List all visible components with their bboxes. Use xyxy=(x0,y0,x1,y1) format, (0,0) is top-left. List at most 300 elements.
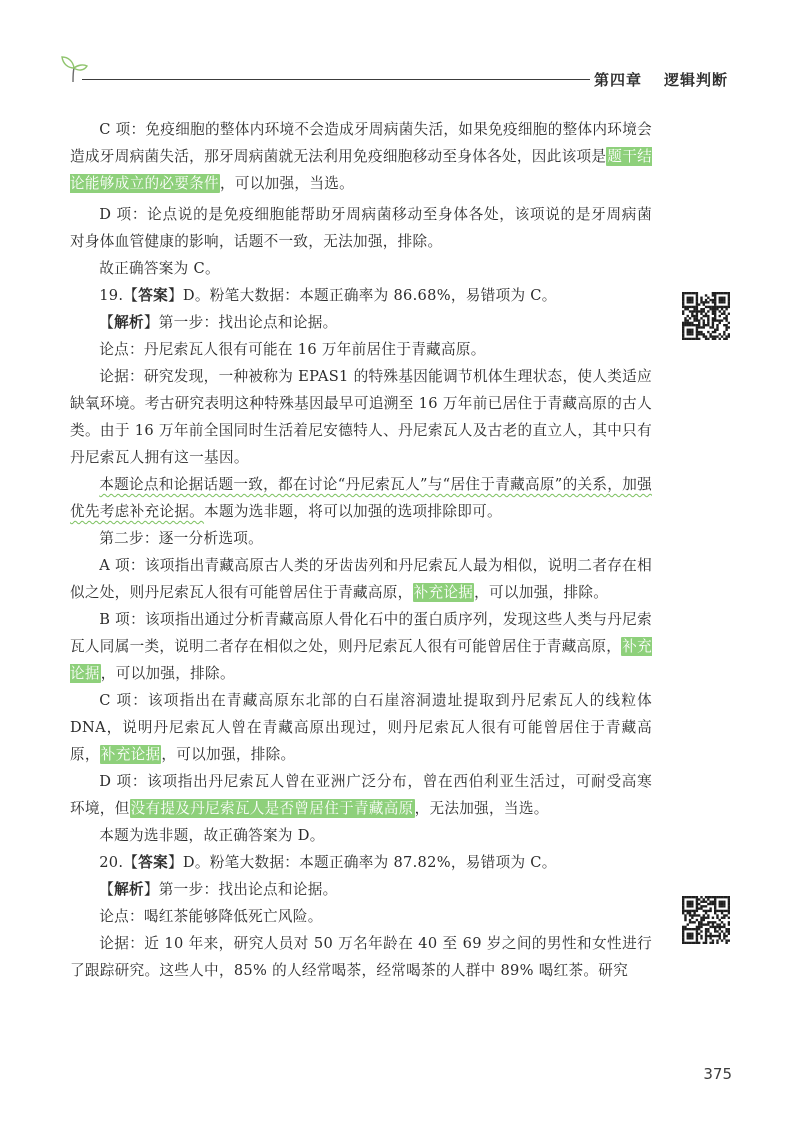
qr-module xyxy=(725,315,727,317)
qr-module xyxy=(696,301,698,303)
qr-module xyxy=(714,335,716,337)
qr-module xyxy=(696,901,698,903)
qr-module xyxy=(725,317,727,319)
question-19-option-b: B 项：该项指出通过分析青藏高原人骨化石中的蛋白质序列，发现这些人类与丹尼索瓦人同属一类，说明二者存在相似之处，则丹尼索瓦人很有可能曾居住于青藏高原，补充论据，可以加强，排除。 xyxy=(70,611,652,682)
qr-module xyxy=(700,905,702,907)
qr-module xyxy=(698,324,700,326)
qr-module xyxy=(689,322,691,324)
qr-module xyxy=(714,306,716,308)
qr-module xyxy=(698,942,700,944)
qr-module xyxy=(725,292,727,294)
qr-module xyxy=(696,319,698,321)
qr-module xyxy=(696,324,698,326)
qr-module xyxy=(721,335,723,337)
qr-module xyxy=(719,905,721,907)
qr-module xyxy=(687,331,689,333)
chapter-section: 逻辑判断 xyxy=(663,71,728,89)
qr-module xyxy=(707,896,709,898)
qr-module xyxy=(719,901,721,903)
qr-module xyxy=(693,306,695,308)
qr-module xyxy=(728,322,730,324)
qr-module xyxy=(703,315,705,317)
question-19-answer: 19.【答案】D。粉笔大数据：本题正确率为 86.68%，易错项为 C。 xyxy=(99,287,557,304)
qr-module xyxy=(721,910,723,912)
qr-module xyxy=(721,926,723,928)
qr-module xyxy=(714,338,716,340)
qr-module xyxy=(689,292,691,294)
qr-module xyxy=(693,921,695,923)
qr-module xyxy=(709,901,711,903)
highlight: 补充论据 xyxy=(413,584,474,601)
qr-module xyxy=(696,905,698,907)
qr-module xyxy=(709,335,711,337)
qr-module xyxy=(700,331,702,333)
qr-module xyxy=(691,315,693,317)
qr-module xyxy=(700,301,702,303)
qr-module xyxy=(682,903,684,905)
qr-module xyxy=(719,923,721,925)
qr-module xyxy=(725,910,727,912)
qr-module xyxy=(691,935,693,937)
qr-module xyxy=(714,301,716,303)
qr-module xyxy=(719,315,721,317)
qr-module xyxy=(728,907,730,909)
header-divider xyxy=(82,79,590,80)
qr-module xyxy=(693,912,695,914)
qr-module xyxy=(705,912,707,914)
qr-module xyxy=(689,297,691,299)
qr-module xyxy=(691,910,693,912)
question-19-summary: 本题论点和论据话题一致，都在讨论“丹尼索瓦人”与“居住于青藏高原”的关系，加强优先考虑补充论据。本题为选非题，将可以加强的选项排除即可。 xyxy=(70,476,652,520)
qr-module xyxy=(689,914,691,916)
qr-module xyxy=(698,331,700,333)
qr-module xyxy=(696,930,698,932)
qr-code-icon[interactable] xyxy=(682,292,730,340)
qr-module xyxy=(687,338,689,340)
chapter-title xyxy=(594,68,728,92)
qr-module xyxy=(684,896,686,898)
qr-module xyxy=(707,935,709,937)
qr-module xyxy=(689,338,691,340)
qr-module xyxy=(725,930,727,932)
qr-module xyxy=(689,903,691,905)
qr-module xyxy=(705,901,707,903)
qr-module xyxy=(696,313,698,315)
qr-module xyxy=(714,896,716,898)
qr-module xyxy=(682,294,684,296)
qr-module xyxy=(719,310,721,312)
qr-module xyxy=(684,942,686,944)
qr-module xyxy=(687,315,689,317)
qr-module xyxy=(696,898,698,900)
qr-module xyxy=(728,326,730,328)
qr-module xyxy=(689,942,691,944)
qr-module xyxy=(725,319,727,321)
qr-module xyxy=(687,901,689,903)
qr-module xyxy=(693,317,695,319)
qr-module xyxy=(696,942,698,944)
qr-module xyxy=(721,917,723,919)
qr-module xyxy=(707,301,709,303)
qr-module xyxy=(687,306,689,308)
qr-module xyxy=(684,308,686,310)
qr-module xyxy=(687,912,689,914)
qr-module xyxy=(684,338,686,340)
qr-module xyxy=(707,923,709,925)
qr-module xyxy=(682,896,684,898)
qr-module xyxy=(728,898,730,900)
qr-module xyxy=(725,939,727,941)
qr-module xyxy=(719,933,721,935)
qr-module xyxy=(714,921,716,923)
qr-module xyxy=(707,317,709,319)
qr-module xyxy=(684,910,686,912)
qr-module xyxy=(682,910,684,912)
qr-module xyxy=(687,896,689,898)
qr-module xyxy=(684,928,686,930)
qr-module xyxy=(687,937,689,939)
qr-module xyxy=(703,324,705,326)
qr-module xyxy=(714,910,716,912)
qr-module xyxy=(691,292,693,294)
qr-module xyxy=(721,901,723,903)
qr-module xyxy=(719,333,721,335)
qr-module xyxy=(714,912,716,914)
qr-module xyxy=(691,914,693,916)
qr-module xyxy=(682,306,684,308)
qr-module xyxy=(707,315,709,317)
qr-module xyxy=(725,329,727,331)
qr-module xyxy=(723,299,725,301)
qr-module xyxy=(709,921,711,923)
qr-module xyxy=(689,329,691,331)
qr-module xyxy=(689,331,691,333)
qr-module xyxy=(723,313,725,315)
qr-module xyxy=(728,335,730,337)
qr-module xyxy=(716,917,718,919)
qr-module xyxy=(714,930,716,932)
qr-module xyxy=(682,303,684,305)
qr-module xyxy=(714,294,716,296)
question-19-claim: 论点：丹尼索瓦人很有可能在 16 万年前居住于青藏高原。 xyxy=(99,341,486,358)
qr-module xyxy=(705,917,707,919)
qr-module xyxy=(700,299,702,301)
qr-module xyxy=(696,306,698,308)
qr-module xyxy=(691,928,693,930)
qr-module xyxy=(691,937,693,939)
qr-module xyxy=(696,338,698,340)
qr-module xyxy=(696,299,698,301)
qr-module xyxy=(691,297,693,299)
qr-module xyxy=(703,898,705,900)
qr-module xyxy=(707,903,709,905)
qr-module xyxy=(696,935,698,937)
qr-module xyxy=(725,308,727,310)
qr-module xyxy=(696,335,698,337)
qr-module xyxy=(714,297,716,299)
qr-module xyxy=(707,297,709,299)
qr-module xyxy=(714,901,716,903)
qr-module xyxy=(719,919,721,921)
qr-module xyxy=(698,898,700,900)
qr-module xyxy=(725,335,727,337)
qr-module xyxy=(700,326,702,328)
qr-module xyxy=(705,313,707,315)
qr-module xyxy=(712,294,714,296)
qr-module xyxy=(721,903,723,905)
qr-module xyxy=(705,928,707,930)
qr-module xyxy=(712,921,714,923)
chapter-number: 第四章 xyxy=(593,71,642,89)
qr-module xyxy=(728,301,730,303)
qr-module xyxy=(682,310,684,312)
qr-module xyxy=(691,917,693,919)
qr-module xyxy=(705,942,707,944)
qr-module xyxy=(689,324,691,326)
qr-module xyxy=(707,928,709,930)
qr-module xyxy=(723,301,725,303)
qr-module xyxy=(709,326,711,328)
qr-module xyxy=(714,319,716,321)
question-19-option-c: C 项：该项指出在青藏高原东北部的白石崖溶洞遗址提取到丹尼索瓦人的线粒体 DNA，说明丹尼索瓦人曾在青藏高原出现过，则丹尼索瓦人很有可能曾居住于青藏高原，补充论据，可以加强，排除。 xyxy=(70,692,652,763)
question-20-answer: 20.【答案】D。粉笔大数据：本题正确率为 87.82%，易错项为 C。 xyxy=(99,854,557,871)
qr-module xyxy=(693,315,695,317)
qr-module xyxy=(682,942,684,944)
qr-module xyxy=(700,917,702,919)
qr-module xyxy=(714,317,716,319)
qr-module xyxy=(723,923,725,925)
qr-module xyxy=(703,333,705,335)
qr-module xyxy=(716,329,718,331)
qr-module xyxy=(716,930,718,932)
qr-module xyxy=(703,905,705,907)
qr-module xyxy=(700,308,702,310)
qr-module xyxy=(696,937,698,939)
qr-module xyxy=(682,313,684,315)
qr-module xyxy=(709,907,711,909)
qr-module xyxy=(687,942,689,944)
qr-module xyxy=(707,310,709,312)
qr-module xyxy=(712,331,714,333)
qr-module xyxy=(705,905,707,907)
question-20-claim: 论点：喝红茶能够降低死亡风险。 xyxy=(99,908,323,925)
qr-module xyxy=(707,322,709,324)
qr-module xyxy=(693,292,695,294)
qr-module xyxy=(698,907,700,909)
qr-module xyxy=(705,935,707,937)
qr-module xyxy=(721,896,723,898)
qr-module xyxy=(723,338,725,340)
qr-module xyxy=(728,928,730,930)
qr-module xyxy=(721,319,723,321)
qr-module xyxy=(712,324,714,326)
qr-module xyxy=(696,292,698,294)
qr-module xyxy=(700,926,702,928)
qr-module xyxy=(689,933,691,935)
qr-module xyxy=(700,921,702,923)
qr-module xyxy=(691,331,693,333)
qr-module xyxy=(714,310,716,312)
qr-module xyxy=(682,292,684,294)
qr-module xyxy=(696,329,698,331)
qr-module xyxy=(716,306,718,308)
highlight: 补充论据 xyxy=(70,638,652,682)
question-19-option-a: A 项：该项指出青藏高原古人类的牙齿齿列和丹尼索瓦人最为相似，说明二者存在相似之处，则丹尼索瓦人很有可能曾居住于青藏高原，补充论据，可以加强，排除。 xyxy=(70,557,652,601)
qr-module xyxy=(721,921,723,923)
qr-module xyxy=(716,292,718,294)
qr-module xyxy=(714,331,716,333)
qr-module xyxy=(687,923,689,925)
qr-module xyxy=(691,901,693,903)
qr-module xyxy=(714,905,716,907)
qr-module xyxy=(687,299,689,301)
qr-module xyxy=(696,303,698,305)
qr-module xyxy=(725,896,727,898)
qr-module xyxy=(723,905,725,907)
qr-module xyxy=(682,329,684,331)
qr-code-icon[interactable] xyxy=(682,896,730,944)
qr-module xyxy=(709,308,711,310)
qr-module xyxy=(712,942,714,944)
qr-module xyxy=(700,313,702,315)
qr-module xyxy=(700,333,702,335)
qr-module xyxy=(700,297,702,299)
qr-module xyxy=(684,292,686,294)
qr-module xyxy=(705,923,707,925)
qr-module xyxy=(712,901,714,903)
qr-module xyxy=(703,901,705,903)
qr-module xyxy=(725,942,727,944)
qr-module xyxy=(716,910,718,912)
qr-module xyxy=(716,335,718,337)
qr-module xyxy=(682,338,684,340)
qr-module xyxy=(712,299,714,301)
qr-module xyxy=(687,297,689,299)
qr-module xyxy=(712,292,714,294)
qr-module xyxy=(712,923,714,925)
qr-module xyxy=(696,907,698,909)
qr-module xyxy=(682,901,684,903)
qr-module xyxy=(709,903,711,905)
qr-module xyxy=(712,926,714,928)
qr-module xyxy=(696,297,698,299)
qr-module xyxy=(709,942,711,944)
qr-module xyxy=(707,338,709,340)
qr-module xyxy=(696,914,698,916)
qr-module xyxy=(703,910,705,912)
qr-module xyxy=(728,921,730,923)
qr-module xyxy=(716,914,718,916)
qr-module xyxy=(725,928,727,930)
qr-module xyxy=(698,933,700,935)
qr-module xyxy=(693,310,695,312)
qr-module xyxy=(689,301,691,303)
qr-module xyxy=(689,928,691,930)
qr-module xyxy=(705,306,707,308)
qr-module xyxy=(698,926,700,928)
qr-module xyxy=(698,928,700,930)
qr-module xyxy=(728,905,730,907)
qr-module xyxy=(691,306,693,308)
qr-module xyxy=(712,308,714,310)
qr-module xyxy=(716,324,718,326)
qr-module xyxy=(684,919,686,921)
qr-module xyxy=(712,896,714,898)
qr-module xyxy=(728,923,730,925)
qr-module xyxy=(712,313,714,315)
qr-module xyxy=(687,301,689,303)
qr-module xyxy=(698,923,700,925)
qr-module xyxy=(705,301,707,303)
qr-module xyxy=(682,335,684,337)
qr-module xyxy=(691,301,693,303)
qr-module xyxy=(696,933,698,935)
qr-module xyxy=(707,930,709,932)
qr-module xyxy=(707,319,709,321)
qr-module xyxy=(687,333,689,335)
qr-module xyxy=(700,901,702,903)
qr-module xyxy=(719,935,721,937)
qr-module xyxy=(712,301,714,303)
qr-module xyxy=(728,912,730,914)
qr-module xyxy=(689,306,691,308)
qr-module xyxy=(728,292,730,294)
qr-module xyxy=(728,896,730,898)
qr-module xyxy=(719,301,721,303)
qr-module xyxy=(684,914,686,916)
qr-module xyxy=(728,306,730,308)
question-19-option-d: D 项：该项指出丹尼索瓦人曾在亚洲广泛分布，曾在西伯利亚生活过，可耐受高寒环境，但没有提及丹尼索瓦人是否曾居住于青藏高原，无法加强，当选。 xyxy=(70,773,652,817)
qr-module xyxy=(709,299,711,301)
qr-module xyxy=(682,937,684,939)
qr-module xyxy=(696,333,698,335)
qr-module xyxy=(696,310,698,312)
qr-module xyxy=(714,299,716,301)
qr-module xyxy=(707,917,709,919)
qr-module xyxy=(705,299,707,301)
qr-module xyxy=(716,935,718,937)
qr-module xyxy=(723,937,725,939)
qr-module xyxy=(723,310,725,312)
qr-module xyxy=(719,903,721,905)
qr-module xyxy=(700,937,702,939)
paragraph-option-c-q18: C 项：免疫细胞的整体内环境不会造成牙周病菌失活，如果免疫细胞的整体内环境会造成牙周病菌失活，那牙周病菌就无法利用免疫细胞移动至身体各处，因此该项是题干结论能够成立的必要条件，可以加强，当选。 xyxy=(70,121,652,192)
qr-module xyxy=(687,935,689,937)
qr-module xyxy=(703,919,705,921)
qr-module xyxy=(682,333,684,335)
qr-module xyxy=(716,939,718,941)
qr-module xyxy=(689,935,691,937)
qr-module xyxy=(716,319,718,321)
qr-module xyxy=(728,903,730,905)
qr-module xyxy=(684,319,686,321)
qr-module xyxy=(698,914,700,916)
page-content xyxy=(70,116,652,984)
page-number: 375 xyxy=(703,1065,732,1083)
qr-module xyxy=(696,928,698,930)
qr-module xyxy=(689,910,691,912)
qr-module xyxy=(716,326,718,328)
qr-module xyxy=(682,930,684,932)
qr-module xyxy=(723,331,725,333)
qr-module xyxy=(689,901,691,903)
qr-module xyxy=(712,310,714,312)
highlight: 补充论据 xyxy=(100,746,161,763)
qr-module xyxy=(687,322,689,324)
qr-module xyxy=(696,317,698,319)
qr-module xyxy=(709,896,711,898)
qr-module xyxy=(714,898,716,900)
